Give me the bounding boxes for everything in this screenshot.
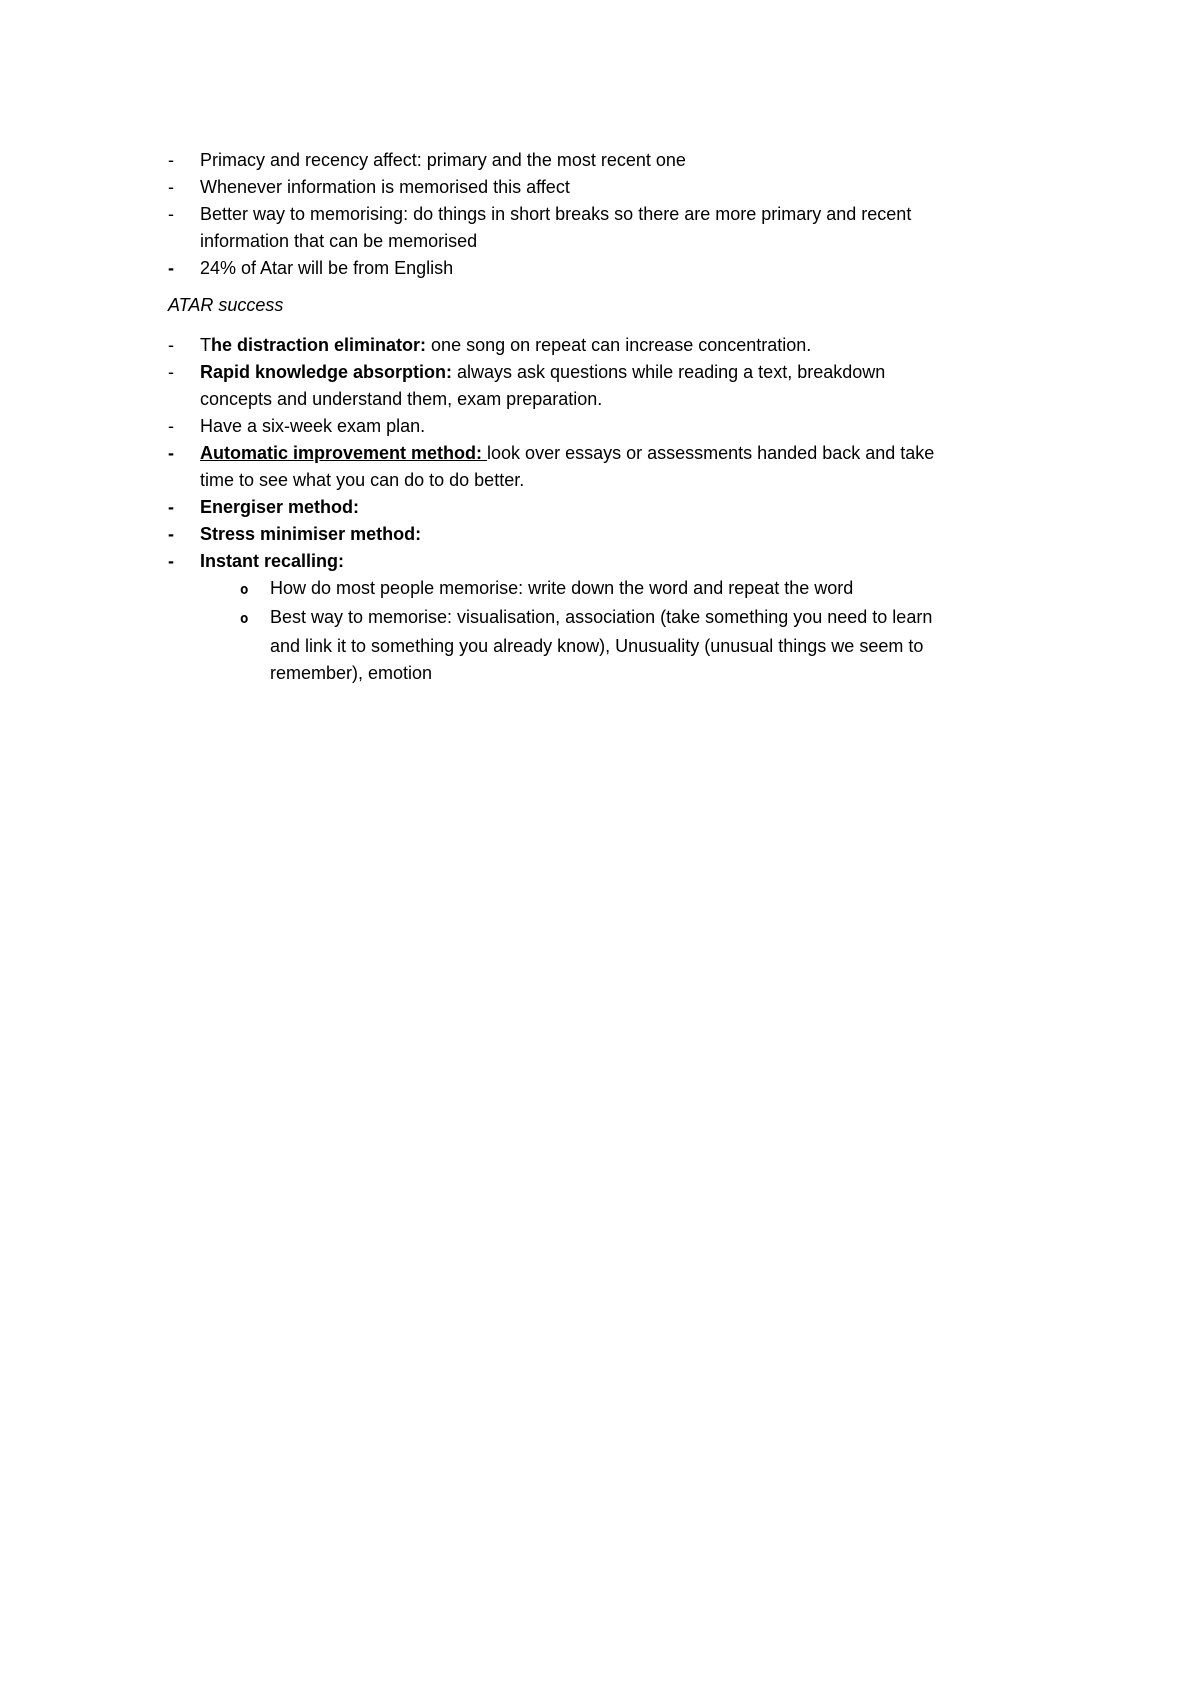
text-run: and link it to something you already know), Unusuality (unusual things we seem to [270, 636, 924, 656]
text-line [168, 332, 1050, 359]
text-line [240, 575, 1050, 604]
text-run: Have a six-week exam plan. [200, 416, 426, 436]
text-line [240, 604, 1050, 633]
text-line [168, 521, 1050, 548]
text-line [168, 386, 1050, 413]
list-item [168, 440, 1050, 494]
text-run: he distraction eliminator: [211, 335, 427, 355]
text-line [240, 660, 1050, 687]
sub-bullet-list [168, 575, 1050, 687]
bullet-marker: - [168, 335, 174, 355]
text-run: time to see what you can do to do better. [200, 470, 525, 490]
text-line [168, 147, 1050, 174]
text-run: Instant recalling: [200, 551, 345, 571]
bullet-marker: o [240, 582, 249, 598]
bullet-marker: - [168, 416, 174, 436]
bullet-marker: - [168, 177, 174, 197]
bullet-marker: - [168, 150, 174, 170]
list-item [168, 201, 1050, 255]
text-run: How do most people memorise: write down the word and repeat the word [270, 578, 854, 598]
text-run: information that can be memorised [200, 231, 478, 251]
text-run: Whenever information is memorised this affect [200, 177, 570, 197]
list-item [168, 332, 1050, 359]
sub-list-item [240, 604, 1050, 687]
bullet-marker: o [240, 611, 249, 627]
bullet-marker: - [168, 362, 174, 382]
text-run: Rapid knowledge absorption: [200, 362, 453, 382]
bullet-marker: - [168, 497, 174, 517]
text-line [168, 255, 1050, 282]
list-item [168, 494, 1050, 521]
bullet-marker: - [168, 551, 174, 571]
text-run: Energiser method: [200, 497, 360, 517]
text-run: remember), emotion [270, 663, 433, 683]
text-run: concepts and understand them, exam preparation. [200, 389, 603, 409]
bullet-marker: - [168, 258, 174, 278]
list-item [168, 147, 1050, 174]
bullet-list-primary [168, 147, 1050, 282]
text-run: T [200, 335, 211, 355]
text-run: Best way to memorise: visualisation, association (take something you need to learn [270, 607, 933, 627]
text-run: 24% of Atar will be from English [200, 258, 454, 278]
bullet-list-atar-success [168, 332, 1050, 687]
bullet-marker: - [168, 524, 174, 544]
text-line [168, 201, 1050, 228]
text-line [168, 494, 1050, 521]
text-line [168, 359, 1050, 386]
text-line [168, 440, 1050, 467]
text-line [168, 228, 1050, 255]
text-line [168, 467, 1050, 494]
list-item [168, 413, 1050, 440]
text-run: look over essays or assessments handed back and take [487, 443, 935, 463]
list-item [168, 174, 1050, 201]
bullet-marker: - [168, 443, 174, 463]
text-line [168, 548, 1050, 575]
list-item [168, 548, 1050, 575]
text-run: Better way to memorising: do things in short breaks so there are more primary and recent [200, 204, 912, 224]
text-run: Stress minimiser method: [200, 524, 422, 544]
text-run: always ask questions while reading a text, breakdown [452, 362, 886, 382]
text-run: Primacy and recency affect: primary and the most recent one [200, 150, 686, 170]
text-line [168, 413, 1050, 440]
list-item [168, 359, 1050, 413]
text-run: one song on repeat can increase concentration. [426, 335, 812, 355]
text-line [168, 174, 1050, 201]
text-run: Automatic improvement method: [200, 443, 488, 463]
list-item [168, 255, 1050, 282]
text-line [240, 633, 1050, 660]
section-heading: ATAR success [168, 295, 284, 315]
list-item [168, 521, 1050, 548]
sub-list-item [240, 575, 1050, 604]
bullet-marker: - [168, 204, 174, 224]
